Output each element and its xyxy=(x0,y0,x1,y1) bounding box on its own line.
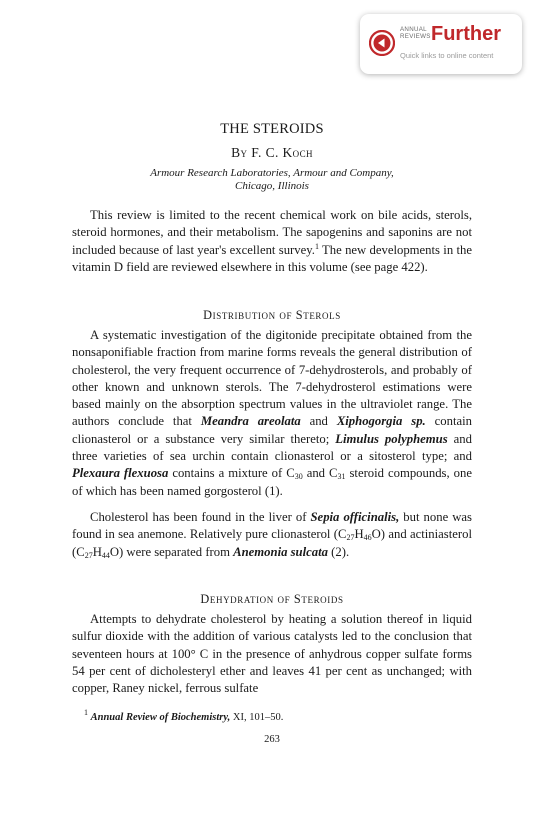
further-banner[interactable] xyxy=(360,14,522,74)
distribution-paragraph-2: Cholesterol has been found in the liver of Sepia officinalis, but none was found in sea anemone. Relatively pure clionasterol $(C_{27}H_{46}O)$ and actiniasterol $(C_{27}H_{44}O)$ were separated from Anemonia sulcata (2). xyxy=(72,510,472,560)
banner-subtitle: Quick links to online content xyxy=(400,51,494,60)
distribution-paragraph-1: A systematic investigation of the digitonide precipitate obtained from the nonsaponifiable fraction from marine forms reveals the general distribution of cholesterol, the very frequent occurrence of 7-dehydrosterols, and probably of other known and unknown sterols. The 7-dehydrosterol estimations were based mainly on the absorption spectrum values in the ultraviolet range. The authors conclude that Meandra areolata and Xiphogorgia sp. contain clionasterol or a substance very similar thereto; Limulus polyphemus and three varieties of sea urchin contain clionasterol or a sitosterol type; and Plexaura flexuosa contains a mixture of $C_{30}$ and $C_{31}$ steroid compounds, one of which has been named gorgosterol (1). xyxy=(72,328,472,498)
annual-reviews-logo: ANNUAL REVIEWS xyxy=(400,26,431,40)
article-author: By F. C. Koch xyxy=(231,145,313,160)
play-arrow-icon xyxy=(369,30,395,56)
dehydration-paragraph: Attempts to dehydrate cholesterol by heating a solution thereof in liquid sulfur dioxide with the addition of various catalysts led to the conclusion that seventeen hours at 100° C in the presence of anhydrous copper sulfate forms 54 per cent of dicholesteryl ether and leaves 41 per cent as unchanged; with copper, Raney nickel, ferrous sulfate xyxy=(72,612,472,696)
intro-paragraph: This review is limited to the recent chemical work on bile acids, sterols, steroid hormones, and their metabolism. The sapogenins and saponins are not included because of last year's excellent survey.$^1$ The new developments in the vitamin D field are reviewed elsewhere in this volume (see page 422). xyxy=(72,208,472,274)
author-affiliation: Armour Research Laboratories, Armour and Company, Chicago, Illinois xyxy=(150,167,394,192)
article-title: THE STEROIDS xyxy=(220,121,324,137)
footnote-ref[interactable]: 1 xyxy=(314,241,319,251)
section-heading-dehydration: Dehydration of Steroids xyxy=(200,592,344,606)
section-heading-distribution: Distribution of Sterols xyxy=(203,308,341,322)
footnote: $^1$ Annual Review of Biochemistry, XI, 101–50. xyxy=(84,708,284,723)
page-number: 263 xyxy=(264,734,280,745)
further-label: Further xyxy=(431,23,501,45)
